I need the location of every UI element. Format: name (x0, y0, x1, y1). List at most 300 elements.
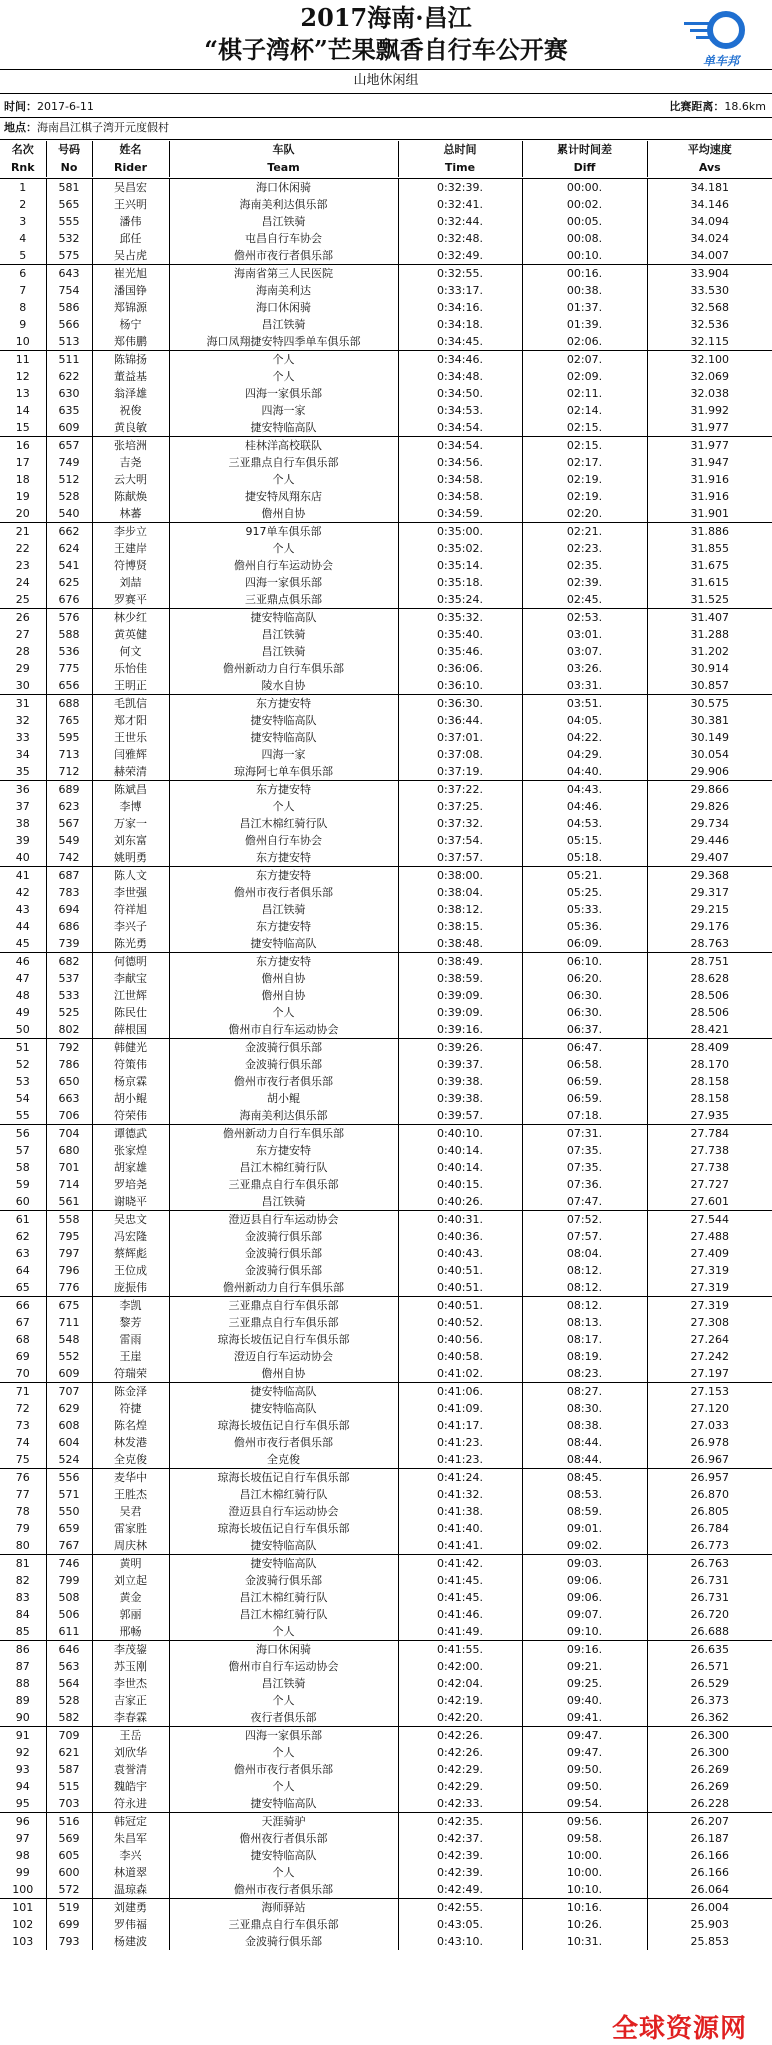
speed-cell: 26.004 (647, 1899, 772, 1917)
speed-cell: 34.094 (647, 213, 772, 230)
rider-cell: 陈名煌 (92, 1417, 169, 1434)
speed-cell: 26.967 (647, 1451, 772, 1469)
time-cell: 0:41:45. (398, 1572, 522, 1589)
speed-cell: 26.187 (647, 1830, 772, 1847)
rank-cell: 83 (15, 1591, 30, 1604)
rank-cell: 58 (15, 1161, 30, 1174)
table-row (0, 419, 772, 437)
team-cell: 三亚鼎点自行车俱乐部 (169, 1916, 398, 1933)
diff-cell: 08:45. (522, 1469, 647, 1487)
rider-cell: 张家煌 (92, 1142, 169, 1159)
table-row (0, 454, 772, 471)
speed-cell: 27.738 (647, 1159, 772, 1176)
team-cell: 儋州市自行车运动协会 (169, 1658, 398, 1675)
diff-cell: 06:20. (522, 970, 647, 987)
speed-cell: 30.857 (647, 677, 772, 695)
speed-cell: 29.317 (647, 884, 772, 901)
number-cell: 508 (46, 1589, 92, 1606)
diff-cell: 01:37. (522, 299, 647, 316)
time-cell: 0:39:09. (398, 1004, 522, 1021)
rider-cell: 魏皓宇 (92, 1778, 169, 1795)
speed-cell: 32.100 (647, 351, 772, 369)
danchebang-logo (680, 10, 762, 72)
diff-cell: 08:23. (522, 1365, 647, 1383)
team-cell: 夜行者俱乐部 (169, 1709, 398, 1727)
number-cell: 659 (46, 1520, 92, 1537)
rank-cell: 39 (15, 834, 30, 847)
rank-cell: 49 (15, 1006, 30, 1019)
diff-cell: 02:39. (522, 574, 647, 591)
rider-cell: 符博贤 (92, 557, 169, 574)
diff-cell: 02:45. (522, 591, 647, 609)
rank-cell: 97 (15, 1832, 30, 1845)
rank-cell: 91 (0, 1727, 46, 1745)
time-cell: 0:41:23. (398, 1451, 522, 1469)
diff-cell: 06:09. (522, 935, 647, 953)
time-cell: 0:34:50. (398, 385, 522, 402)
number-cell: 533 (46, 987, 92, 1004)
time-cell: 0:37:32. (398, 815, 522, 832)
rider-cell: 杨建波 (92, 1933, 169, 1950)
time-cell: 0:41:49. (398, 1623, 522, 1641)
time-cell: 0:41:38. (398, 1503, 522, 1520)
rank-cell: 5 (19, 249, 27, 262)
time-cell: 0:32:55. (398, 265, 522, 283)
rank-cell: 18 (15, 473, 30, 486)
table-row (0, 1400, 772, 1417)
diff-cell: 03:01. (522, 626, 647, 643)
table-row (0, 1142, 772, 1159)
time-cell: 0:42:26. (398, 1727, 522, 1745)
rank-cell: 42 (15, 886, 30, 899)
number-cell: 565 (46, 196, 92, 213)
speed-cell: 26.763 (647, 1555, 772, 1573)
rank-cell: 96 (0, 1813, 46, 1831)
bike-logo-icon (680, 10, 762, 54)
speed-cell: 34.181 (647, 179, 772, 197)
rank-cell: 32 (15, 714, 30, 727)
diff-cell: 08:30. (522, 1400, 647, 1417)
diff-cell: 02:07. (522, 351, 647, 369)
results-table (0, 178, 772, 1950)
number-cell: 595 (46, 729, 92, 746)
table-row (0, 1056, 772, 1073)
speed-cell: 26.166 (647, 1847, 772, 1864)
rider-cell: 姚明勇 (92, 849, 169, 867)
time-label: 时间： (4, 100, 37, 113)
speed-cell: 25.903 (647, 1916, 772, 1933)
time-cell: 0:40:51. (398, 1297, 522, 1315)
table-row (0, 695, 772, 713)
header-cell: 累计时间差 (522, 141, 647, 159)
rank-cell: 100 (12, 1883, 34, 1896)
diff-cell: 02:11. (522, 385, 647, 402)
rider-cell: 刘东富 (92, 832, 169, 849)
diff-cell: 10:31. (522, 1933, 647, 1950)
rank-cell: 64 (15, 1264, 30, 1277)
table-row (0, 643, 772, 660)
table-row (0, 540, 772, 557)
rank-cell: 9 (19, 318, 27, 331)
rider-cell: 陈人文 (92, 867, 169, 885)
time-cell: 0:35:00. (398, 523, 522, 541)
speed-cell: 31.202 (647, 643, 772, 660)
speed-cell: 27.033 (647, 1417, 772, 1434)
speed-cell: 26.362 (647, 1709, 772, 1727)
team-cell: 东方捷安特 (169, 781, 398, 799)
number-cell: 646 (46, 1641, 92, 1659)
number-cell: 676 (46, 591, 92, 609)
team-cell: 儋州自行车协会 (169, 832, 398, 849)
table-row (0, 385, 772, 402)
header-row-cn (0, 141, 772, 159)
rider-cell: 王位成 (92, 1262, 169, 1279)
speed-cell: 26.870 (647, 1486, 772, 1503)
table-row (0, 1744, 772, 1761)
rider-cell: 刘欣华 (92, 1744, 169, 1761)
team-cell: 个人 (169, 1744, 398, 1761)
time-cell: 0:36:10. (398, 677, 522, 695)
table-row (0, 987, 772, 1004)
rank-cell: 6 (0, 265, 46, 283)
number-cell: 682 (46, 953, 92, 971)
time-cell: 0:42:19. (398, 1692, 522, 1709)
rider-cell: 陈民仕 (92, 1004, 169, 1021)
rider-cell: 杨宁 (92, 316, 169, 333)
table-row (0, 815, 772, 832)
time-cell: 0:41:06. (398, 1383, 522, 1401)
rider-cell: 胡小鲲 (92, 1090, 169, 1107)
time-cell: 0:42:49. (398, 1881, 522, 1899)
table-row (0, 333, 772, 351)
time-cell: 0:34:54. (398, 437, 522, 455)
rank-cell: 70 (15, 1367, 30, 1380)
time-cell: 0:39:38. (398, 1073, 522, 1090)
location-value: 海南昌江棋子湾开元度假村 (37, 121, 169, 134)
number-cell: 586 (46, 299, 92, 316)
header-cell: Rnk (10, 161, 35, 174)
speed-cell: 28.763 (647, 935, 772, 953)
rider-cell: 王岳 (92, 1727, 169, 1745)
diff-cell: 05:18. (522, 849, 647, 867)
speed-cell: 34.024 (647, 230, 772, 247)
number-cell: 513 (46, 333, 92, 351)
rank-cell: 40 (15, 851, 30, 864)
rider-cell: 吴忠文 (92, 1211, 169, 1229)
number-cell: 572 (46, 1881, 92, 1899)
diff-cell: 09:50. (522, 1778, 647, 1795)
table-row (0, 1933, 772, 1950)
rider-cell: 刘喆 (92, 574, 169, 591)
rank-cell: 59 (15, 1178, 30, 1191)
rank-cell: 34 (15, 748, 30, 761)
rider-cell: 冯宏隆 (92, 1228, 169, 1245)
table-row (0, 935, 772, 953)
time-cell: 0:33:17. (398, 282, 522, 299)
rider-cell: 符祥旭 (92, 901, 169, 918)
number-cell: 587 (46, 1761, 92, 1778)
speed-cell: 31.916 (647, 488, 772, 505)
rank-cell: 81 (0, 1555, 46, 1573)
rank-cell: 80 (15, 1539, 30, 1552)
team-cell: 捷安特临高队 (169, 1400, 398, 1417)
number-cell: 714 (46, 1176, 92, 1193)
rank-cell: 8 (19, 301, 27, 314)
rider-cell: 王明正 (92, 677, 169, 695)
number-cell: 796 (46, 1262, 92, 1279)
time-cell: 0:36:06. (398, 660, 522, 677)
table-row (0, 1486, 772, 1503)
speed-cell: 26.688 (647, 1623, 772, 1641)
team-cell: 金波骑行俱乐部 (169, 1039, 398, 1057)
table-row (0, 505, 772, 523)
speed-cell: 31.675 (647, 557, 772, 574)
rank-cell: 24 (15, 576, 30, 589)
speed-cell: 27.197 (647, 1365, 772, 1383)
number-cell: 650 (46, 1073, 92, 1090)
speed-cell: 30.149 (647, 729, 772, 746)
table-row (0, 1675, 772, 1692)
rank-cell: 92 (15, 1746, 30, 1759)
table-row (0, 1555, 772, 1573)
time-row (4, 97, 94, 117)
rider-cell: 潘国铮 (92, 282, 169, 299)
team-cell: 昌江木棉红骑行队 (169, 1589, 398, 1606)
team-cell: 儋州市夜行者俱乐部 (169, 884, 398, 901)
table-row (0, 712, 772, 729)
table-row (0, 867, 772, 885)
rank-cell: 30 (15, 679, 30, 692)
speed-cell: 29.826 (647, 798, 772, 815)
time-cell: 0:37:22. (398, 781, 522, 799)
team-cell: 昌江铁骑 (169, 626, 398, 643)
diff-cell: 07:36. (522, 1176, 647, 1193)
time-cell: 0:37:57. (398, 849, 522, 867)
diff-cell: 00:02. (522, 196, 647, 213)
number-cell: 675 (46, 1297, 92, 1315)
rank-cell: 61 (0, 1211, 46, 1229)
team-cell: 昌江木棉红骑行队 (169, 1606, 398, 1623)
team-cell: 海口休闲骑 (169, 1641, 398, 1659)
team-cell: 金波骑行俱乐部 (169, 1262, 398, 1279)
rider-cell: 苏玉刚 (92, 1658, 169, 1675)
time-cell: 0:41:42. (398, 1555, 522, 1573)
number-cell: 540 (46, 505, 92, 523)
number-cell: 582 (46, 1709, 92, 1727)
rider-cell: 麦华中 (92, 1469, 169, 1487)
time-cell: 0:41:45. (398, 1589, 522, 1606)
diff-cell: 08:04. (522, 1245, 647, 1262)
number-cell: 566 (46, 316, 92, 333)
header-cell: 车队 (169, 141, 398, 159)
rank-cell: 41 (0, 867, 46, 885)
table-row (0, 1021, 772, 1039)
diff-cell: 09:50. (522, 1761, 647, 1778)
team-cell: 四海一家 (169, 746, 398, 763)
rider-cell: 潘伟 (92, 213, 169, 230)
divider (0, 93, 772, 94)
team-cell: 金波骑行俱乐部 (169, 1056, 398, 1073)
time-cell: 0:42:29. (398, 1761, 522, 1778)
diff-cell: 04:46. (522, 798, 647, 815)
team-cell: 屯昌自行车协会 (169, 230, 398, 247)
team-cell: 昌江铁骑 (169, 643, 398, 660)
number-cell: 699 (46, 1916, 92, 1933)
diff-cell: 08:27. (522, 1383, 647, 1401)
team-cell: 海南美利达俱乐部 (169, 196, 398, 213)
rider-cell: 郑才阳 (92, 712, 169, 729)
table-row (0, 1193, 772, 1211)
time-cell: 0:42:39. (398, 1847, 522, 1864)
time-cell: 0:35:14. (398, 557, 522, 574)
rider-cell: 林少红 (92, 609, 169, 627)
diff-cell: 05:25. (522, 884, 647, 901)
location-row (4, 118, 169, 138)
speed-cell: 29.407 (647, 849, 772, 867)
team-cell: 个人 (169, 1004, 398, 1021)
speed-cell: 27.120 (647, 1400, 772, 1417)
table-row (0, 1365, 772, 1383)
diff-cell: 06:37. (522, 1021, 647, 1039)
table-row (0, 1641, 772, 1659)
table-row (0, 849, 772, 867)
rider-cell: 胡家雄 (92, 1159, 169, 1176)
table-row (0, 471, 772, 488)
number-cell: 795 (46, 1228, 92, 1245)
rider-cell: 李步立 (92, 523, 169, 541)
number-cell: 689 (46, 781, 92, 799)
rank-cell: 86 (0, 1641, 46, 1659)
number-cell: 688 (46, 695, 92, 713)
group-name: 山地休闲组 (353, 73, 419, 88)
time-cell: 0:42:00. (398, 1658, 522, 1675)
diff-cell: 04:22. (522, 729, 647, 746)
number-cell: 793 (46, 1933, 92, 1950)
rider-cell: 郭丽 (92, 1606, 169, 1623)
rider-cell: 陈献焕 (92, 488, 169, 505)
rank-cell: 63 (15, 1247, 30, 1260)
table-row (0, 626, 772, 643)
rider-cell: 吴占虎 (92, 247, 169, 265)
rank-cell: 11 (0, 351, 46, 369)
table-row (0, 1176, 772, 1193)
table-row (0, 1434, 772, 1451)
results-body (0, 179, 772, 1951)
header-cell: Time (398, 159, 522, 177)
diff-cell: 00:00. (522, 179, 647, 197)
team-cell: 个人 (169, 1623, 398, 1641)
speed-cell: 31.525 (647, 591, 772, 609)
time-cell: 0:38:04. (398, 884, 522, 901)
diff-cell: 01:39. (522, 316, 647, 333)
speed-cell: 30.054 (647, 746, 772, 763)
team-cell: 捷安特临高队 (169, 1795, 398, 1813)
team-cell: 桂林洋高校联队 (169, 437, 398, 455)
team-cell: 儋州市夜行者俱乐部 (169, 1881, 398, 1899)
team-cell: 儋州市夜行者俱乐部 (169, 1761, 398, 1778)
team-cell: 东方捷安特 (169, 695, 398, 713)
rank-cell: 71 (0, 1383, 46, 1401)
number-cell: 569 (46, 1830, 92, 1847)
diff-cell: 02:19. (522, 488, 647, 505)
number-cell: 680 (46, 1142, 92, 1159)
time-cell: 0:40:15. (398, 1176, 522, 1193)
rank-cell: 57 (15, 1144, 30, 1157)
rider-cell: 李世杰 (92, 1675, 169, 1692)
speed-cell: 26.228 (647, 1795, 772, 1813)
rank-cell: 10 (15, 335, 30, 348)
rider-cell: 袁誉清 (92, 1761, 169, 1778)
diff-cell: 09:06. (522, 1589, 647, 1606)
diff-cell: 09:10. (522, 1623, 647, 1641)
diff-cell: 06:10. (522, 953, 647, 971)
time-cell: 0:38:59. (398, 970, 522, 987)
number-cell: 575 (46, 247, 92, 265)
table-row (0, 247, 772, 265)
number-cell: 609 (46, 419, 92, 437)
rank-cell: 72 (15, 1402, 30, 1415)
rider-cell: 吴昌宏 (92, 179, 169, 197)
header-cell: Avs (647, 159, 772, 177)
team-cell: 捷安特临高队 (169, 1555, 398, 1573)
rank-cell: 13 (15, 387, 30, 400)
speed-cell: 32.568 (647, 299, 772, 316)
rider-cell: 翁泽雄 (92, 385, 169, 402)
number-cell: 548 (46, 1331, 92, 1348)
rider-cell: 陈斌昌 (92, 781, 169, 799)
rider-cell: 黄英健 (92, 626, 169, 643)
number-cell: 742 (46, 849, 92, 867)
number-cell: 656 (46, 677, 92, 695)
time-cell: 0:43:10. (398, 1933, 522, 1950)
time-cell: 0:32:49. (398, 247, 522, 265)
rider-cell: 符永进 (92, 1795, 169, 1813)
time-cell: 0:35:46. (398, 643, 522, 660)
speed-cell: 31.855 (647, 540, 772, 557)
number-cell: 541 (46, 557, 92, 574)
time-cell: 0:42:37. (398, 1830, 522, 1847)
team-cell: 儋州市自行车运动协会 (169, 1021, 398, 1039)
time-value: 2017-6-11 (37, 100, 94, 113)
rider-cell: 罗赛平 (92, 591, 169, 609)
watermark: 全球资源网 (612, 2014, 748, 2044)
rider-cell: 谭德武 (92, 1125, 169, 1143)
speed-cell: 27.488 (647, 1228, 772, 1245)
rider-cell: 王建岸 (92, 540, 169, 557)
speed-cell: 33.530 (647, 282, 772, 299)
number-cell: 746 (46, 1555, 92, 1573)
header-cell: 平均速度 (647, 141, 772, 159)
rank-cell: 19 (15, 490, 30, 503)
table-row (0, 1864, 772, 1881)
rank-cell: 90 (15, 1711, 30, 1724)
speed-cell: 32.536 (647, 316, 772, 333)
rank-cell: 38 (15, 817, 30, 830)
speed-cell: 28.421 (647, 1021, 772, 1039)
diff-cell: 10:00. (522, 1847, 647, 1864)
team-cell: 儋州市夜行者俱乐部 (169, 1434, 398, 1451)
number-cell: 713 (46, 746, 92, 763)
header-cell: 号码 (46, 141, 92, 159)
table-row (0, 1125, 772, 1143)
rank-cell: 3 (19, 215, 27, 228)
team-cell: 儋州自协 (169, 970, 398, 987)
rank-cell: 45 (15, 937, 30, 950)
time-cell: 0:37:54. (398, 832, 522, 849)
team-cell: 琼海长坡伍记自行车俱乐部 (169, 1417, 398, 1434)
rank-cell: 68 (15, 1333, 30, 1346)
speed-cell: 27.319 (647, 1262, 772, 1279)
